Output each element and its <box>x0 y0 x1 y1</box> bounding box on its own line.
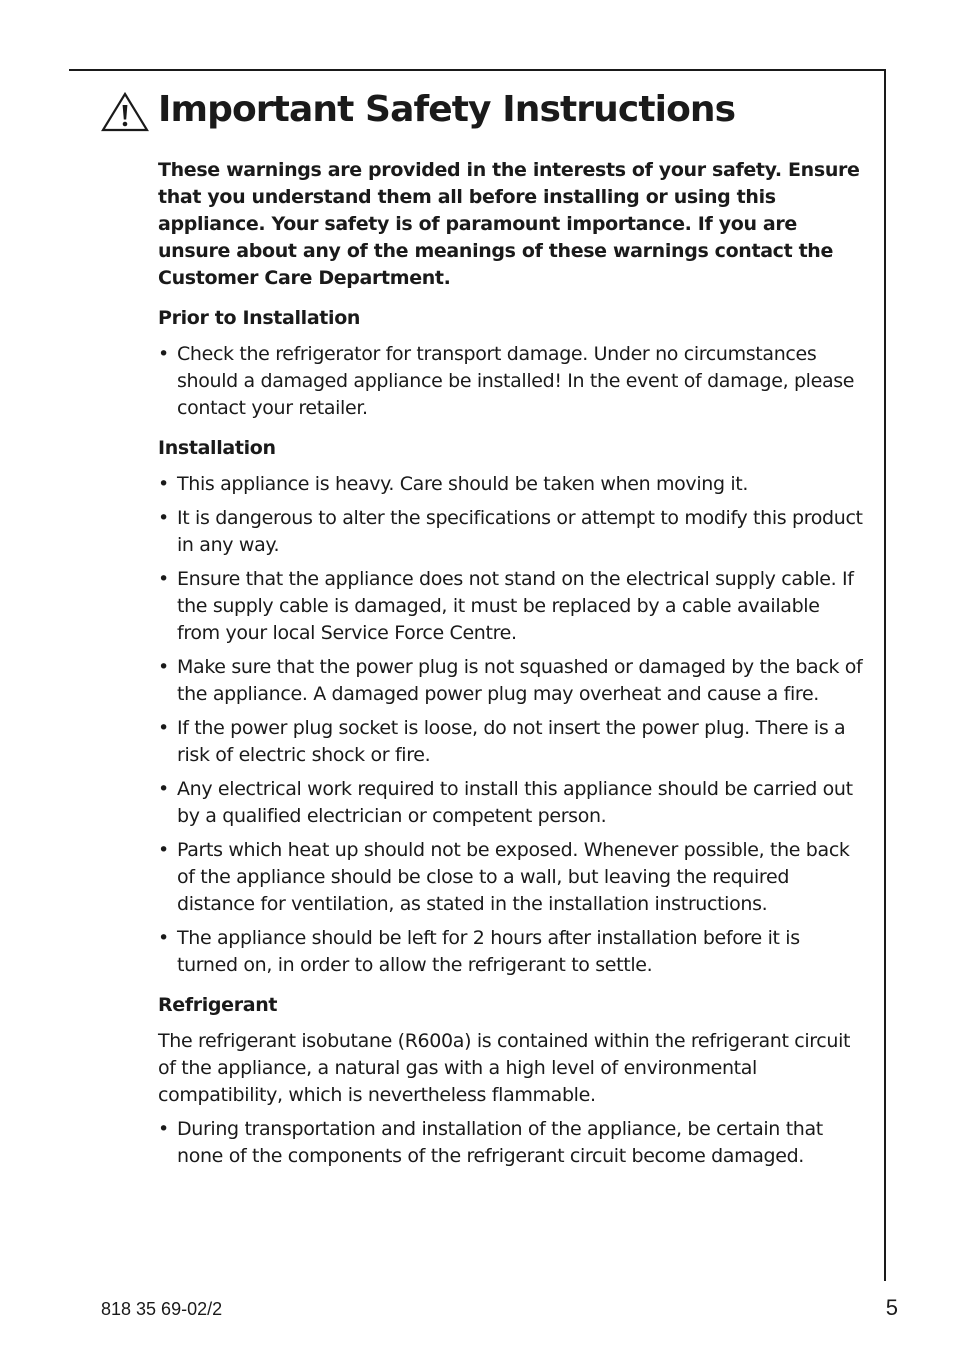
section-heading-installation: Installation <box>158 437 276 459</box>
list-item: • This appliance is heavy. Care should be taken when moving it. <box>158 471 866 498</box>
prior-installation-list <box>158 341 866 422</box>
right-border-rule <box>884 69 886 1281</box>
warning-triangle-icon <box>101 92 149 132</box>
document-number: 818 35 69-02/2 <box>101 1299 223 1319</box>
content-body <box>158 157 866 1183</box>
list-item: • During transportation and installation of the appliance, be certain that none of the components of the refrigerant circuit become damaged. <box>158 1116 866 1170</box>
intro-paragraph: These warnings are provided in the interests of your safety. Ensure that you understand them all before installing or using this appliance. Your safety is of paramount importance. If you are unsure about any of the meanings of these warnings contact the Customer Care Department. <box>158 159 860 289</box>
installation-list <box>158 471 866 979</box>
list-item: • Ensure that the appliance does not stand on the electrical supply cable. If the supply cable is damaged, it must be replaced by a cable available from your local Service Force Centre. <box>158 566 866 647</box>
list-item: • Any electrical work required to install this appliance should be carried out by a qualified electrician or competent person. <box>158 776 866 830</box>
page-number: 5 <box>885 1295 898 1320</box>
top-border-rule <box>69 69 886 71</box>
list-item: • The appliance should be left for 2 hours after installation before it is turned on, in order to allow the refrigerant to settle. <box>158 925 866 979</box>
refrigerant-paragraph: The refrigerant isobutane (R600a) is contained within the refrigerant circuit of the appliance, a natural gas with a high level of environmental compatibility, which is nevertheless flammable. <box>158 1030 851 1106</box>
list-item: • Parts which heat up should not be exposed. Whenever possible, the back of the appliance should be close to a wall, but leaving the required distance for ventilation, as stated in the installation instructions. <box>158 837 866 918</box>
page-title: Important Safety Instructions <box>158 89 736 130</box>
list-item: • Check the refrigerator for transport damage. Under no circumstances should a damaged appliance be installed! In the event of damage, please contact your retailer. <box>158 341 866 422</box>
section-heading-refrigerant: Refrigerant <box>158 994 278 1016</box>
refrigerant-list <box>158 1116 866 1170</box>
list-item: • Make sure that the power plug is not squashed or damaged by the back of the appliance. A damaged power plug may overheat and cause a fire. <box>158 654 866 708</box>
list-item: • It is dangerous to alter the specifications or attempt to modify this product in any way. <box>158 505 866 559</box>
list-item: • If the power plug socket is loose, do not insert the power plug. There is a risk of electric shock or fire. <box>158 715 866 769</box>
section-heading-prior-installation: Prior to Installation <box>158 307 361 329</box>
